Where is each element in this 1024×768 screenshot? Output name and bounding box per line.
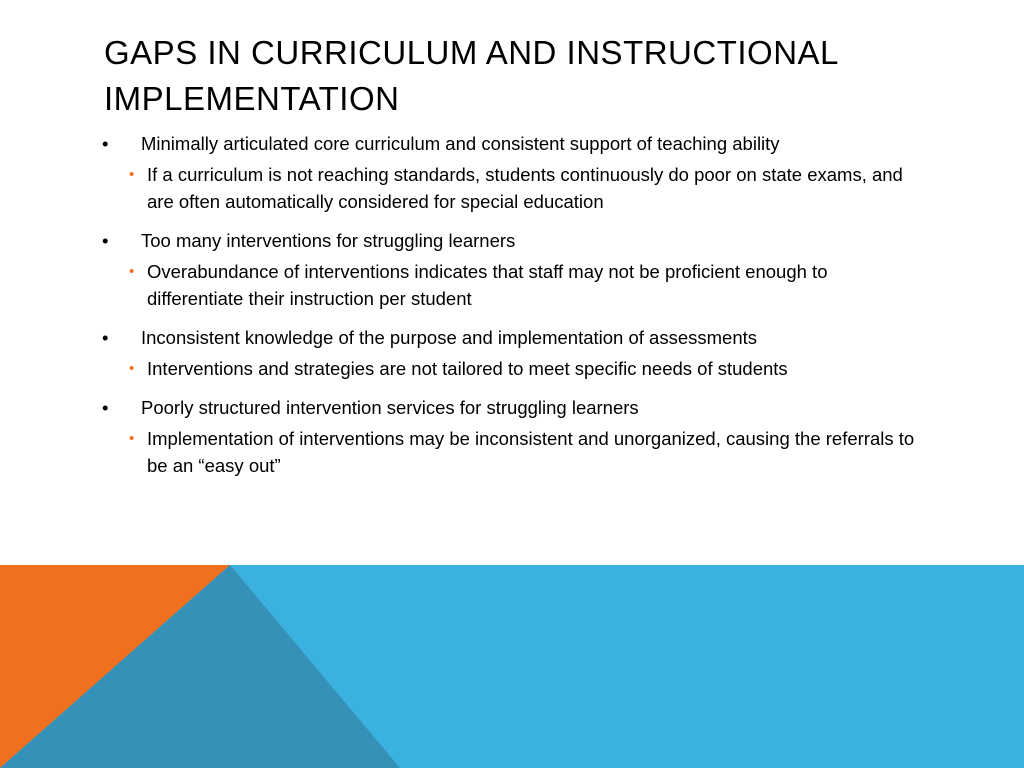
sub-bullet-marker: • <box>129 360 135 377</box>
bullet-text: Minimally articulated core curriculum and consistent support of teaching ability <box>141 133 780 154</box>
bullet-marker: • <box>102 327 109 348</box>
sub-bullet-marker: • <box>129 166 135 183</box>
sub-bullet-item <box>0 355 927 382</box>
bullet-item <box>0 130 1024 157</box>
sub-bullet-text: Interventions and strategies are not tailored to meet specific needs of students <box>147 358 788 379</box>
bullet-marker: • <box>102 230 109 251</box>
sub-bullet-marker: • <box>129 430 135 447</box>
bullet-item <box>0 394 1024 421</box>
sub-bullet-marker: • <box>129 263 135 280</box>
bullet-item <box>0 324 1024 351</box>
slide-title: GAPS IN CURRICULUM AND INSTRUCTIONAL IMPLEMENTATION <box>104 34 838 117</box>
bullet-text: Inconsistent knowledge of the purpose and implementation of assessments <box>141 327 758 348</box>
bullet-group <box>0 227 1024 312</box>
bullet-item <box>0 227 1024 254</box>
bullet-marker: • <box>102 397 109 418</box>
bullet-group <box>0 394 1024 479</box>
bullet-text: Poorly structured intervention services for struggling learners <box>141 397 639 418</box>
bullet-text: Too many interventions for struggling learners <box>141 230 516 251</box>
sub-bullet-item <box>0 425 927 479</box>
footer-decoration <box>0 565 1024 768</box>
sub-bullet-item <box>0 161 927 215</box>
sub-bullet-item <box>0 258 927 312</box>
bullet-group <box>0 130 1024 215</box>
sub-bullet-text: Implementation of interventions may be inconsistent and unorganized, causing the referrals to be an “easy out” <box>147 428 915 476</box>
bullet-group <box>0 324 1024 382</box>
sub-bullet-text: Overabundance of interventions indicates that staff may not be proficient enough to differentiate their instruction per student <box>147 261 828 309</box>
bullet-marker: • <box>102 133 109 154</box>
bullet-list <box>0 130 1024 491</box>
sub-bullet-text: If a curriculum is not reaching standards, students continuously do poor on state exams, and are often automatically considered for special education <box>147 164 903 212</box>
